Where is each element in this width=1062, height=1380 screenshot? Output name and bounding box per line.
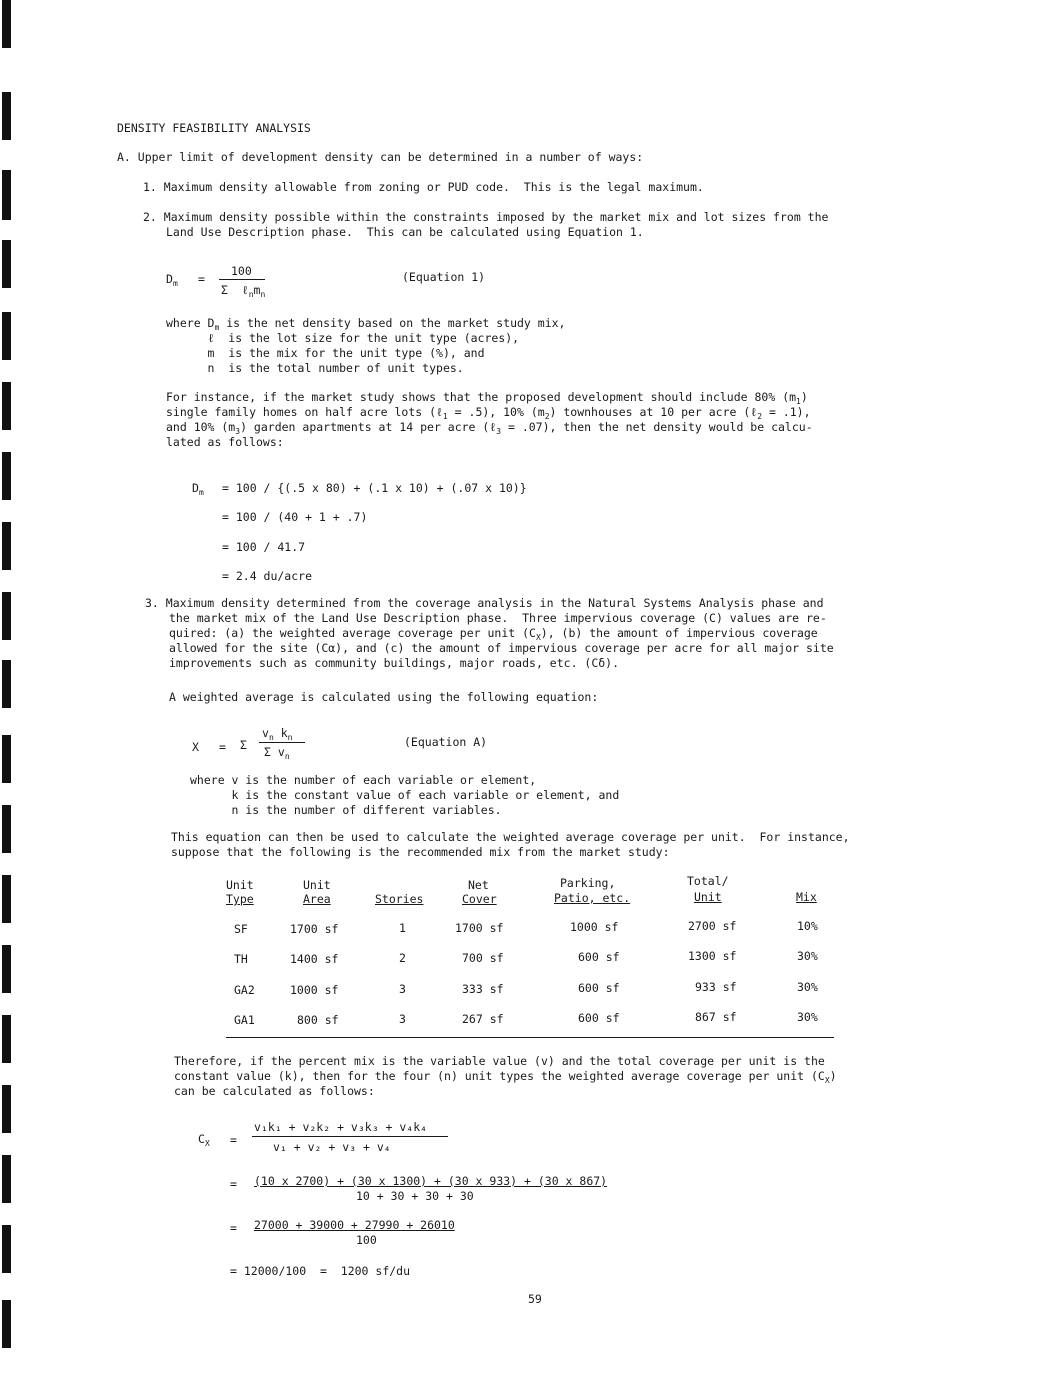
- binder-mark: [2, 170, 11, 220]
- table-cell: 1700 sf: [290, 922, 339, 936]
- eq1-numerator: 100: [231, 264, 252, 278]
- page-number: 59: [528, 1292, 542, 1306]
- binder-mark: [2, 0, 11, 48]
- table-cell: 700 sf: [462, 951, 504, 965]
- therefore-line-3: can be calculated as follows:: [174, 1084, 375, 1098]
- calc2-equals: =: [230, 1133, 237, 1147]
- eqA-equals: =: [219, 740, 226, 754]
- binder-mark: [2, 240, 11, 288]
- item-3-line-4: allowed for the site (Cα), and (c) the amount of impervious coverage per acre for all major site: [169, 641, 834, 655]
- table-cell: 600 sf: [578, 950, 620, 964]
- item-2-line-1: 2. Maximum density possible within the constraints imposed by the market mix and lot sizes from the: [143, 210, 829, 224]
- table-cell: 267 sf: [462, 1012, 504, 1026]
- table-cell: 3: [399, 1012, 406, 1026]
- calc2-final: = 12000/100 = 1200 sf/du: [230, 1264, 411, 1278]
- calc2-f1-bar: [252, 1136, 448, 1137]
- binder-mark: [2, 1225, 11, 1273]
- table-cell: 1400 sf: [290, 952, 339, 966]
- item-2-line-2: Land Use Description phase. This can be calculated using Equation 1.: [166, 225, 644, 239]
- binder-mark: [2, 945, 11, 993]
- table-cell: 867 sf: [695, 1010, 737, 1024]
- item-3-line-5: improvements such as community buildings, major roads, etc. (Cδ).: [169, 656, 620, 670]
- binder-mark: [2, 805, 11, 853]
- binder-mark: [2, 312, 11, 360]
- calc1-line-2: = 100 / (40 + 1 + .7): [222, 510, 368, 524]
- binder-mark: [2, 92, 11, 140]
- instance-line-1: For instance, if the market study shows that the proposed development should include 80% $(m_1)$: [166, 390, 808, 406]
- binder-mark: [2, 875, 11, 923]
- table-cell: 30%: [797, 980, 818, 994]
- table-cell: 1: [399, 921, 406, 935]
- therefore-line-2: constant value (k), then for the four (n) unit types the weighted average coverage per unit $(C_X)$: [174, 1069, 837, 1085]
- table-header-area: Area: [303, 892, 331, 906]
- instance-line-3: and 10% $(m_3)$ garden apartments at 14 per acre (ℓ$_3$ = .07), then the net density would be calcu-: [166, 420, 813, 436]
- table-header-type: Type: [226, 892, 254, 906]
- binder-mark: [2, 382, 11, 430]
- binder-mark: [2, 1085, 11, 1133]
- instance-line-2: single family homes on half acre lots (ℓ$_1$ = .5), 10% $(m_2)$ townhouses at 10 per acre (ℓ$_2$ = .1),: [166, 405, 811, 421]
- table-cell: 30%: [797, 949, 818, 963]
- calc2-equals: =: [230, 1221, 237, 1235]
- calc1-line-3: = 100 / 41.7: [222, 540, 306, 554]
- table-bottom-rule: [226, 1037, 834, 1038]
- table-cell: SF: [234, 922, 248, 936]
- table-cell: 2: [399, 951, 406, 965]
- item-3-line-2: the market mix of the Land Use Description phase. Three impervious coverage (C) values are re-: [169, 611, 827, 625]
- eq1-fraction-bar: [219, 279, 265, 280]
- eqA-fraction-bar: [259, 742, 305, 743]
- page-title: DENSITY FEASIBILITY ANALYSIS: [117, 121, 311, 135]
- table-intro-line-1: This equation can then be used to calculate the weighted average coverage per unit. For instance,: [171, 830, 850, 844]
- item-3-line-1: 3. Maximum density determined from the coverage analysis in the Natural Systems Analysis phase and: [145, 596, 824, 610]
- table-header-stories: Stories: [375, 892, 424, 906]
- binder-mark: [2, 522, 11, 570]
- binder-mark: [2, 592, 11, 640]
- table-cell: 600 sf: [578, 1011, 620, 1025]
- table-cell: 30%: [797, 1010, 818, 1024]
- table-cell: 10%: [797, 919, 818, 933]
- calc2-f1-numerator: v₁k₁ + v₂k₂ + v₃k₃ + v₄k₄: [254, 1120, 428, 1134]
- table-intro-line-2: suppose that the following is the recommended mix from the market study:: [171, 845, 670, 859]
- calc2-lhs: $C_X$: [198, 1132, 210, 1148]
- table-cell: 1700 sf: [455, 921, 504, 935]
- binder-mark: [2, 1155, 11, 1203]
- eqA-numerator: $v_n$ $k_n$: [262, 726, 293, 742]
- calc2-f3-denominator: 100: [356, 1233, 377, 1247]
- table-header-top: Parking,: [560, 876, 616, 890]
- table-cell: TH: [234, 952, 248, 966]
- table-header-cover: Cover: [462, 892, 497, 906]
- eq1-denominator: Σ $\ell_nm_n$: [221, 283, 266, 299]
- instance-line-4: lated as follows:: [166, 435, 284, 449]
- table-header-top: Net: [468, 878, 489, 892]
- binder-mark: [2, 735, 11, 783]
- table-cell: 600 sf: [578, 981, 620, 995]
- table-header-top: Total/: [687, 874, 729, 888]
- where1-line-1: where $D_m$ is the net density based on the market study mix,: [166, 316, 566, 332]
- table-cell: 1300 sf: [688, 949, 737, 963]
- section-a-text: A. Upper limit of development density can be determined in a number of ways:: [117, 150, 644, 164]
- calc1-line-4: = 2.4 du/acre: [222, 569, 313, 583]
- eqA-lhs: X: [192, 740, 199, 754]
- table-header-total: Unit: [694, 890, 722, 904]
- table-cell: 2700 sf: [688, 919, 737, 933]
- table-cell: 1000 sf: [570, 920, 619, 934]
- where1-line-4: n is the total number of unit types.: [166, 361, 464, 375]
- eq1-lhs: $D_m$: [166, 272, 178, 288]
- table-cell: GA1: [234, 1013, 255, 1027]
- table-header-top: Unit: [303, 878, 331, 892]
- table-header-parking: Patio, etc.: [554, 891, 631, 905]
- table-cell: 3: [399, 982, 406, 996]
- therefore-line-1: Therefore, if the percent mix is the variable value (v) and the total coverage per unit is the: [174, 1054, 825, 1068]
- item-3-line-3: quired: (a) the weighted average coverage per unit $(C_X)$, (b) the amount of impervious coverage: [169, 626, 818, 642]
- item-1-text: 1. Maximum density allowable from zoning or PUD code. This is the legal maximum.: [143, 180, 704, 194]
- table-cell: 1000 sf: [290, 983, 339, 997]
- calc2-f2-numerator: (10 x 2700) + (30 x 1300) + (30 x 933) + (30 x 867): [254, 1174, 608, 1188]
- calc2-f2-denominator: 10 + 30 + 30 + 30: [356, 1189, 474, 1203]
- calc1-lhs: $D_m$: [192, 481, 204, 497]
- calc2-equals: =: [230, 1177, 237, 1191]
- binder-mark: [2, 1300, 11, 1348]
- binder-mark: [2, 660, 11, 708]
- where1-line-3: m is the mix for the unit type (%), and: [166, 346, 485, 360]
- where2-line-1: where v is the number of each variable or element,: [190, 773, 537, 787]
- calc2-f3-numerator: 27000 + 39000 + 27990 + 26010: [254, 1218, 455, 1232]
- eqA-denominator: Σ $v_n$: [264, 745, 290, 761]
- table-cell: 933 sf: [695, 980, 737, 994]
- table-cell: 800 sf: [297, 1013, 339, 1027]
- eq1-label: (Equation 1): [402, 270, 486, 284]
- weighted-intro: A weighted average is calculated using the following equation:: [169, 690, 599, 704]
- where2-line-2: k is the constant value of each variable or element, and: [190, 788, 620, 802]
- eqA-sigma: Σ: [240, 738, 247, 752]
- calc1-line-1: = 100 / {(.5 x 80) + (.1 x 10) + (.07 x 10)}: [222, 481, 527, 495]
- calc2-f1-denominator: v₁ + v₂ + v₃ + v₄: [273, 1140, 391, 1154]
- table-header-mix: Mix: [796, 890, 817, 904]
- where2-line-3: n is the number of different variables.: [190, 803, 502, 817]
- binder-mark: [2, 1015, 11, 1063]
- binder-mark: [2, 452, 11, 500]
- where1-line-2: ℓ is the lot size for the unit type (acres),: [166, 331, 520, 345]
- table-header-top: Unit: [226, 878, 254, 892]
- eq1-equals: =: [198, 272, 205, 286]
- eqA-label: (Equation A): [404, 735, 488, 749]
- table-cell: GA2: [234, 983, 255, 997]
- table-cell: 333 sf: [462, 982, 504, 996]
